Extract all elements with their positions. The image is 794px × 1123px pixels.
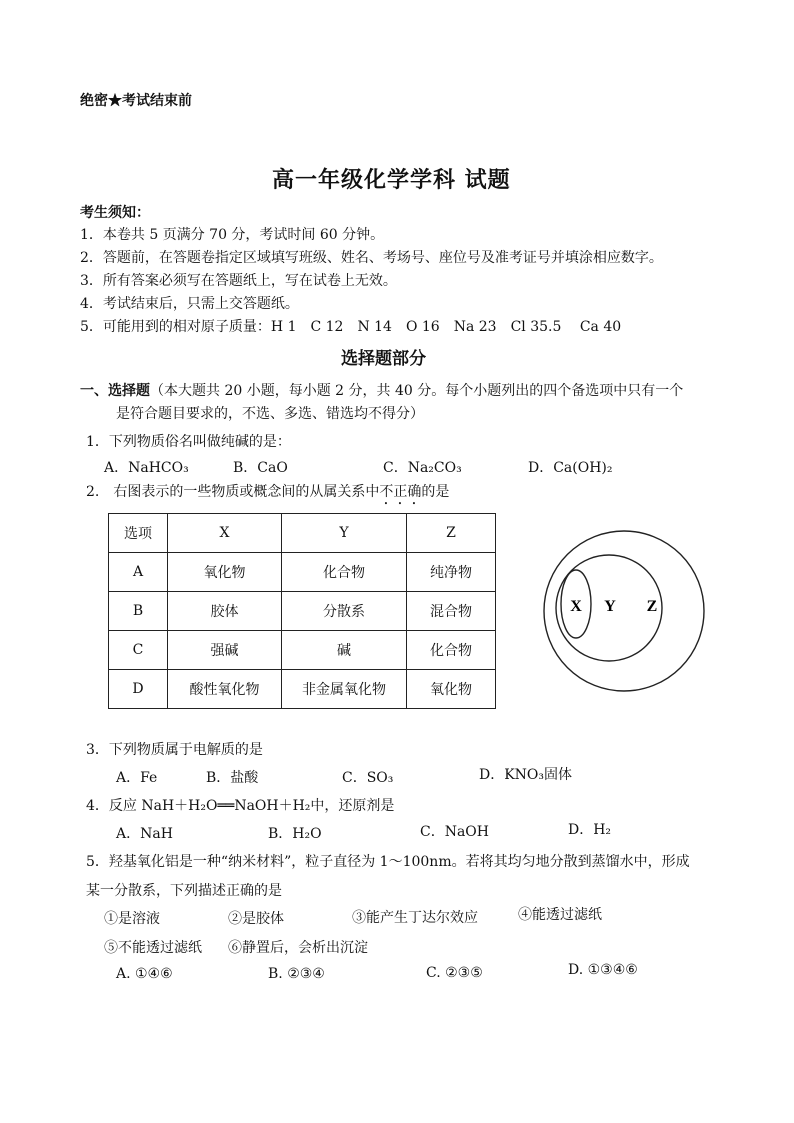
diagram-label-y: Y: [604, 598, 616, 615]
notice-item: 4．考试结束后，只需上交答题纸。: [80, 296, 299, 312]
table-cell: 强碱: [168, 631, 282, 670]
q5-stem-line1: 5．羟基氧化铝是一种“纳米材料”，粒子直径为 1～100nm。若将其均匀地分散到蒸馏水中，形成: [86, 854, 690, 870]
q1-stem: 1．下列物质俗名叫做纯碱的是：: [86, 434, 291, 450]
page-title: 高一年级化学学科 试题: [272, 167, 511, 193]
q5-option-c: C. ②③⑤: [426, 965, 483, 981]
table-header-row: [109, 514, 496, 553]
q1-option-a: A．NaHCO₃: [104, 460, 189, 476]
q2-set-diagram: [540, 528, 710, 698]
diagram-label-z: Z: [646, 598, 658, 615]
table-cell: B: [109, 592, 168, 631]
table-row: [109, 592, 496, 631]
table-cell: 碱: [282, 631, 407, 670]
part1-header: [80, 380, 683, 400]
table-header-cell: X: [168, 514, 282, 553]
table-header-cell: Y: [282, 514, 407, 553]
part1-label: 一、选择题: [80, 383, 150, 399]
q3-option-a: A．Fe: [116, 770, 158, 786]
table-header-cell: Z: [407, 514, 496, 553]
table-cell: 分散系: [282, 592, 407, 631]
q4-option-b: B．H₂O: [268, 826, 322, 842]
q5-statement: ③能产生丁达尔效应: [352, 910, 478, 926]
part1-desc-line2: 是符合题目要求的，不选、多选、错选均不得分）: [116, 406, 424, 422]
table-cell: A: [109, 553, 168, 592]
table-cell: C: [109, 631, 168, 670]
table-cell: D: [109, 670, 168, 709]
table-cell: 化合物: [407, 631, 496, 670]
q5-option-b: B. ②③④: [268, 966, 325, 982]
q4-option-a: A．NaH: [116, 826, 173, 842]
table-row: [109, 631, 496, 670]
q5-statement: ⑤不能透过滤纸: [104, 940, 202, 956]
notice-heading: 考生须知：: [80, 205, 150, 221]
q3-option-d: D．KNO₃固体: [479, 767, 573, 783]
q2-stem-suffix: 的是: [421, 484, 450, 500]
table-cell: 纯净物: [407, 553, 496, 592]
q1-option-d: D．Ca(OH)₂: [528, 460, 613, 476]
table-row: [109, 670, 496, 709]
q5-option-a: A. ①④⑥: [116, 966, 173, 982]
q1-option-b: B．CaO: [233, 460, 288, 476]
diagram-label-x: X: [570, 598, 582, 615]
table-cell: 混合物: [407, 592, 496, 631]
q2-table: [108, 513, 496, 709]
q5-stem-line2: 某一分散系，下列描述正确的是: [86, 883, 282, 899]
table-cell: 氧化物: [407, 670, 496, 709]
q1-option-c: C．Na₂CO₃: [383, 460, 462, 476]
q3-stem: 3．下列物质属于电解质的是: [86, 742, 263, 758]
q5-statement: ④能透过滤纸: [518, 907, 602, 923]
notice-item: 3．所有答案必须写在答题纸上，写在试卷上无效。: [80, 273, 397, 289]
q3-option-b: B．盐酸: [206, 770, 259, 786]
q4-option-d: D．H₂: [568, 822, 612, 838]
notice-item: 2．答题前，在答题卷指定区域填写班级、姓名、考场号、座位号及准考证号并填涂相应数字。: [80, 250, 663, 266]
q2-stem: [86, 481, 449, 508]
set-z-circle: [544, 531, 704, 691]
table-cell: 酸性氧化物: [168, 670, 282, 709]
q2-stem-emphasis: 不正确: [379, 484, 422, 500]
q2-stem-prefix: 2. 右图表示的一些物质或概念间的从属关系中: [86, 484, 380, 500]
q5-statement: ①是溶液: [104, 911, 160, 927]
q5-option-d: D. ①③④⑥: [568, 962, 638, 978]
confidential-label: 绝密★考试结束前: [80, 93, 192, 109]
q5-statement: ⑥静置后，会析出沉淀: [228, 940, 368, 956]
table-row: [109, 553, 496, 592]
table-cell: 胶体: [168, 592, 282, 631]
q5-statement: ②是胶体: [228, 911, 284, 927]
section-title: 选择题部分: [341, 349, 426, 369]
q4-stem: 4．反应 NaH＋H₂O══NaOH＋H₂中，还原剂是: [86, 798, 395, 814]
table-cell: 氧化物: [168, 553, 282, 592]
table-cell: 非金属氧化物: [282, 670, 407, 709]
q3-option-c: C．SO₃: [342, 770, 394, 786]
notice-item: 5．可能用到的相对原子质量：H 1 C 12 N 14 O 16 Na 23 Cl 35.5 Ca 40: [80, 319, 622, 335]
part1-desc-line1: （本大题共 20 小题，每小题 2 分，共 40 分。每个小题列出的四个备选项中只有一个: [150, 383, 684, 399]
table-header-cell: 选项: [109, 514, 168, 553]
q4-option-c: C．NaOH: [420, 824, 489, 840]
table-cell: 化合物: [282, 553, 407, 592]
notice-item: 1．本卷共 5 页满分 70 分，考试时间 60 分钟。: [80, 227, 385, 243]
